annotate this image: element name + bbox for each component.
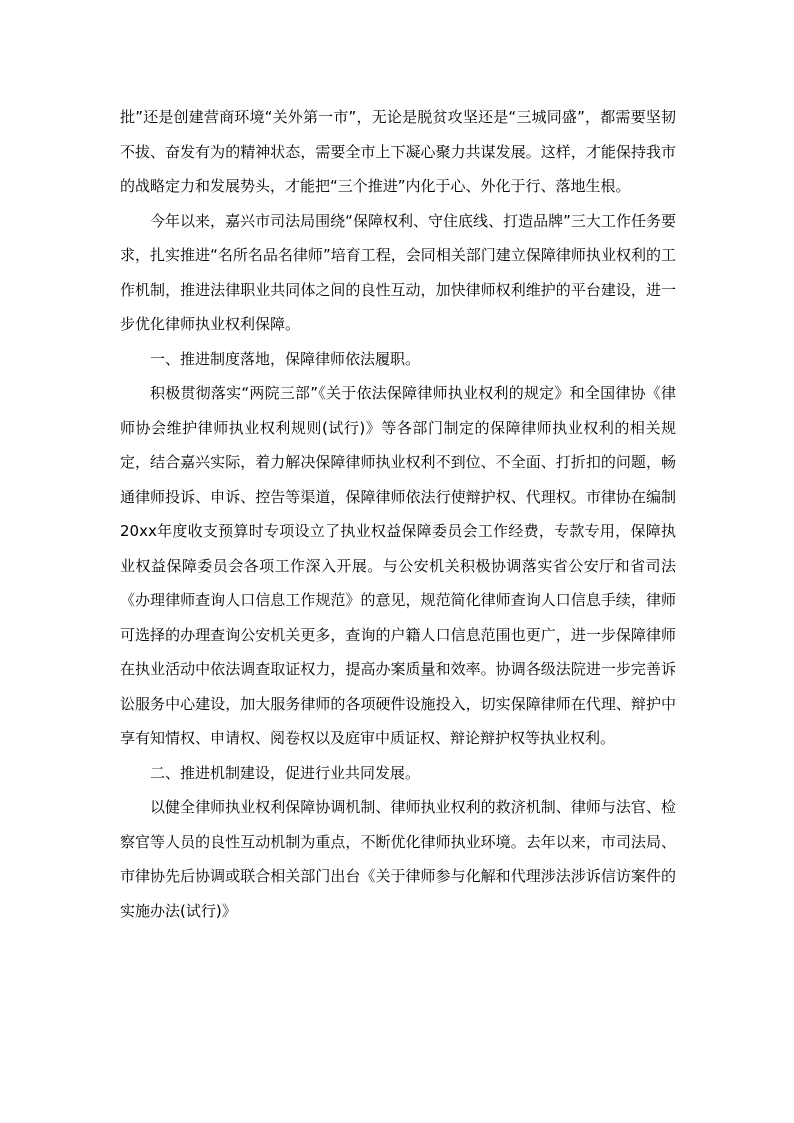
paragraph-continuation: 批”还是创建营商环境“关外第一市”，无论是脱贫攻坚还是“三城同盛”，都需要坚韧不拔、奋发有为的精神状态，需要全市上下凝心聚力共谋发展。这样，才能保持我市的战略定力和发展势头，才能把“三个推进”内化于心、外化于行、落地生根。 xyxy=(120,108,676,195)
section-heading-2: 二、推进机制建设，促进行业共同发展。 xyxy=(150,763,421,782)
paragraph-intro: 今年以来，嘉兴市司法局围绕“保障权利、守住底线、打造品牌”三大工作任务要求，扎实推进“名所名品名律师”培育工程，会同相关部门建立保障律师执业权利的工作机制，推进法律职业共同体之间的良性互动，加快律师权利维护的平台建设，进一步优化律师执业权利保障。 xyxy=(120,211,676,333)
paragraph-section-1: 积极贯彻落实“两院三部”《关于依法保障律师执业权利的规定》和全国律协《律师协会维护律师执业权利规则(试行)》等各部门制定的保障律师执业权利的相关规定，结合嘉兴实际，着力解决保障律师执业权利不到位、不全面、打折扣的问题，畅通律师投诉、申诉、控告等渠道，保障律师依法行使辩护权、代理权。市律协在编制20xx年度收支预算时专项设立了执业权益保障委员会工作经费，专款专用，保障执业权益保障委员会各项工作深入开展。与公安机关积极协调落实省公安厅和省司法《办理律师查询人口信息工作规范》的意见，规范简化律师查询人口信息手续，律师可选择的办理查询公安机关更多，查询的户籍人口信息范围也更广，进一步保障律师在执业活动中依法调查取证权力，提高办案质量和效率。协调各级法院进一步完善诉讼服务中心建设，加大服务律师的各项硬件设施投入，切实保障律师在代理、辩护中享有知情权、申请权、阅卷权以及庭审中质证权、辩论辩护权等执业权利。 xyxy=(120,384,676,747)
paragraph-section-2: 以健全律师执业权利保障协调机制、律师执业权利的救济机制、律师与法官、检察官等人员的良性互动机制为重点，不断优化律师执业环境。去年以来，市司法局、市律协先后协调或联合相关部门出台《关于律师参与化解和代理涉法涉诉信访案件的实施办法(试行)》 xyxy=(120,798,676,920)
document-body xyxy=(120,100,676,928)
section-heading-1: 一、推进制度落地，保障律师依法履职。 xyxy=(150,349,421,368)
